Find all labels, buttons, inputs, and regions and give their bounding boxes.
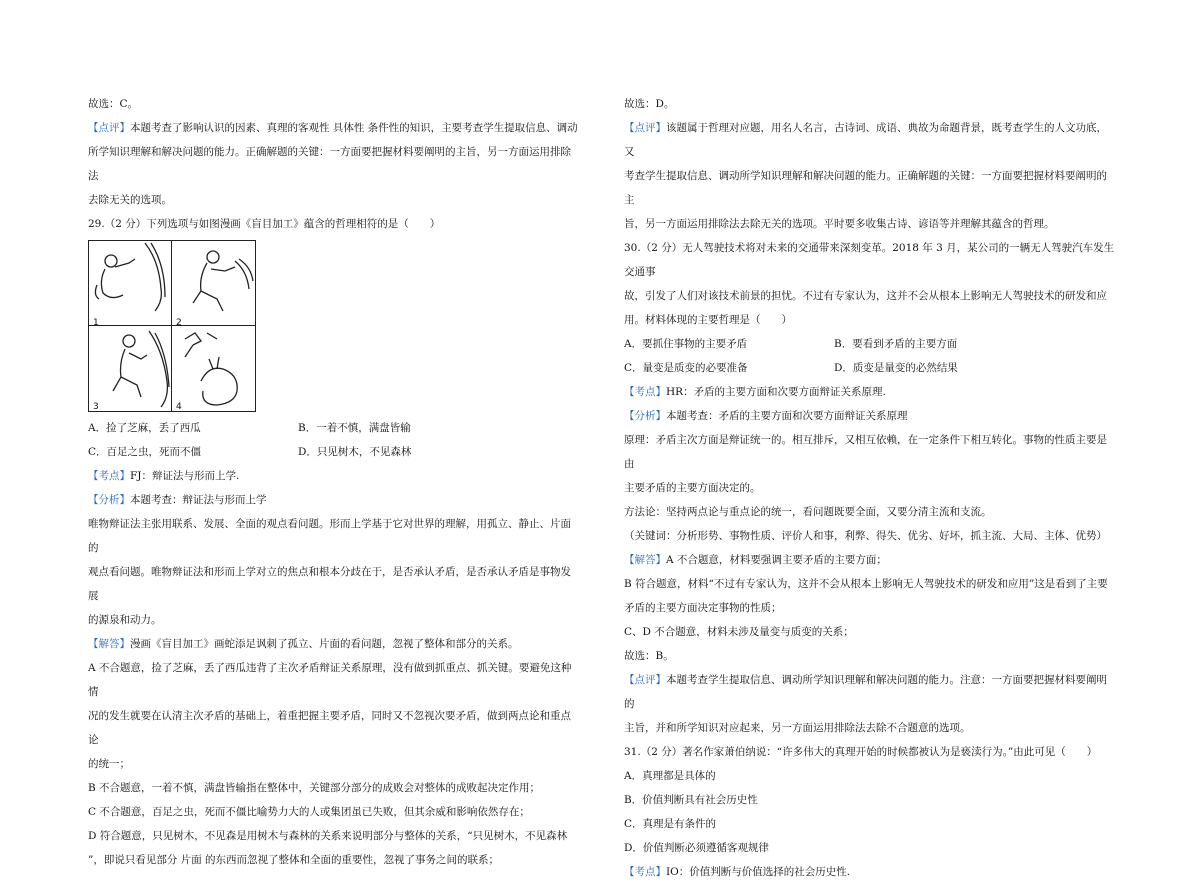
answer-line: 故选：D。 xyxy=(624,98,675,110)
text-line: C、D 不合题意，材料未涉及量变与质变的关系； xyxy=(624,626,854,638)
panel-number: 3 xyxy=(93,402,99,412)
fenxi-tag: 【分析】 xyxy=(624,410,666,422)
text-line: 主旨，并和所学知识对应起来，另一方面运用排除法去除不合题意的选项。 xyxy=(624,722,971,734)
panel-number: 2 xyxy=(176,318,182,328)
question-31-stem: 31.（2 分）著名作家萧伯纳说：“许多伟大的真理开始的时候都被认为是亵渎行为。”由此可见（ ） xyxy=(624,746,1098,758)
kaodian-tag: 【考点】 xyxy=(624,866,666,878)
text-line: 考查学生提取信息、调动所学知识理解和解决问题的能力。正确解题的关键：一方面要把握材料要阐明的主 xyxy=(624,170,1107,206)
kaodian-paragraph: 【考点】IO：价值判断与价值选择的社会历史性. xyxy=(624,866,851,878)
jieda-tag: 【解答】 xyxy=(88,638,130,650)
option-b: B．要看到矛盾的主要方面 xyxy=(834,338,958,350)
q29-options-row xyxy=(88,440,578,464)
comment-paragraph: 【点评】本题考查学生提取信息、调动所学知识理解和解决问题的能力。注意：一方面要把握材料要阐明的 xyxy=(624,674,1107,710)
comment-paragraph: 【点评】该题属于哲理对应题，用名人名言，古诗词、成语、典故为命题背景，既考查学生的人文功底，又 xyxy=(624,122,1107,158)
option-a: A．要抓住事物的主要矛盾 xyxy=(624,338,748,350)
text-line: 唯物辩证法主张用联系、发展、全面的观点看问题。形而上学基于它对世界的理解，用孤立、静止、片面的 xyxy=(88,518,571,554)
comment-tag: 【点评】 xyxy=(624,122,666,134)
fenxi-paragraph: 【分析】本题考查：辩证法与形而上学 xyxy=(88,494,267,506)
jieda-paragraph: 【解答】A 不合题意，材料要强调主要矛盾的主要方面； xyxy=(624,554,887,566)
text-line: B 符合题意，材料“不过有专家认为，这并不会从根本上影响无人驾驶技术的研发和应用”这是看到了主要 xyxy=(624,578,1108,590)
cartoon-figure xyxy=(88,240,256,412)
question-30-stem: 30.（2 分）无人驾驶技术将对未来的交通带来深刻变革。2018 年 3 月，某公司的一辆无人驾驶汽车发生交通事 xyxy=(624,242,1115,278)
jieda-tag: 【解答】 xyxy=(624,554,666,566)
option-a: A．真理都是具体的 xyxy=(624,770,716,782)
kaodian-tag: 【考点】 xyxy=(624,386,666,398)
text-line: 去除无关的选项。 xyxy=(88,194,172,206)
option-d: D．价值判断必须遵循客观规律 xyxy=(624,842,769,854)
option-c: C．真理是有条件的 xyxy=(624,818,717,830)
text-line: 原理：矛盾主次方面是辩证统一的。相互排斥，又相互依赖，在一定条件下相互转化。事物的性质主要是由 xyxy=(624,434,1107,470)
text-line: D 符合题意，只见树木，不见森是用树木与森林的关系来说明部分与整体的关系，“只见树木，不见森林 xyxy=(88,830,568,842)
text-line: A 不合题意，捡了芝麻，丢了西瓜违背了主次矛盾辩证关系原理，没有做到抓重点、抓关键。要避免这种情 xyxy=(88,662,572,698)
text-line: 故，引发了人们对该技术前景的担忧。不过有专家认为，这并不会从根本上影响无人驾驶技术的研发和应 xyxy=(624,290,1107,302)
kaodian-paragraph: 【考点】FJ：辩证法与形而上学. xyxy=(88,470,240,482)
kaodian-tag: 【考点】 xyxy=(88,470,130,482)
text-line: B 不合题意，一着不慎，满盘皆输指在整体中，关键部分部分的成败会对整体的成败起决定作用； xyxy=(88,782,541,794)
text-line: 的统一； xyxy=(88,758,130,770)
text-line: 用。材料体现的主要哲理是（ ） xyxy=(624,314,792,326)
option-c: C．百足之虫，死而不僵 xyxy=(88,446,202,458)
text-line: 况的发生就要在认清主次矛盾的基础上，着重把握主要矛盾，同时又不忽视次要矛盾，做到两点论和重点论 xyxy=(88,710,571,746)
text-line: 旨，另一方面运用排除法去除无关的选项。平时要多收集古诗、谚语等并理解其蕴含的哲理。 xyxy=(624,218,1055,230)
text-line: ”，即说只看见部分 片面 的东西而忽视了整体和全面的重要性，忽视了事务之间的联系； xyxy=(88,854,500,866)
q30-options-row xyxy=(624,332,1116,356)
text-line: 观点看问题。唯物辩证法和形而上学对立的焦点和根本分歧在于，是否承认矛盾，是否承认矛盾是事物发展 xyxy=(88,566,571,602)
answer-line: 故选：C。 xyxy=(88,98,139,110)
text-line: 主要矛盾的主要方面决定的。 xyxy=(624,482,761,494)
option-b: B．价值判断具有社会历史性 xyxy=(624,794,758,806)
kaodian-paragraph: 【考点】HR：矛盾的主要方面和次要方面辩证关系原理. xyxy=(624,386,886,398)
fenxi-paragraph: 【分析】本题考查：矛盾的主要方面和次要方面辩证关系原理 xyxy=(624,410,908,422)
question-29-stem: 29.（2 分）下列选项与如图漫画《盲目加工》蕴含的哲理相符的是（ ） xyxy=(88,218,441,230)
option-d: D．只见树木，不见森林 xyxy=(298,446,412,458)
text-line: （关键词：分析形势、事物性质、评价人和事，利弊、得失、优劣、好坏，抓主流、大局、主体、优势） xyxy=(624,530,1107,542)
left-column xyxy=(88,92,578,872)
comment-paragraph: 【点评】本题考查了影响认识的因素、真理的客观性 具体性 条件性的知识，主要考查学生提取信息、调动 xyxy=(88,122,578,134)
text-line: 方法论：坚持两点论与重点论的统一，看问题既要全面，又要分清主流和支流。 xyxy=(624,506,992,518)
option-a: A．捡了芝麻，丢了西瓜 xyxy=(88,422,201,434)
comment-tag: 【点评】 xyxy=(624,674,666,686)
panel-number: 4 xyxy=(176,402,182,412)
option-c: C．量变是质变的必要准备 xyxy=(624,362,748,374)
option-b: B．一着不慎，满盘皆输 xyxy=(298,422,411,434)
q30-options-row xyxy=(624,356,1116,380)
cartoon-drawing-icon xyxy=(89,241,255,411)
text-line: 矛盾的主要方面决定事物的性质； xyxy=(624,602,782,614)
q29-options-row xyxy=(88,416,578,440)
panel-number: 1 xyxy=(93,318,99,328)
text-line: 所学知识理解和解决问题的能力。正确解题的关键：一方面要把握材料要阐明的主旨，另一方面运用排除法 xyxy=(88,146,571,182)
option-d: D．质变是量变的必然结果 xyxy=(834,362,958,374)
text-line: C 不合题意，百足之虫，死而不僵比喻势力大的人或集团虽已失败，但其余威和影响依然存在； xyxy=(88,806,530,818)
comment-tag: 【点评】 xyxy=(88,122,130,134)
right-column xyxy=(624,92,1116,884)
text-line: 的源泉和动力。 xyxy=(88,614,162,626)
jieda-paragraph: 【解答】漫画《盲目加工》画蛇添足讽刺了孤立、片面的看问题，忽视了整体和部分的关系。 xyxy=(88,638,519,650)
fenxi-tag: 【分析】 xyxy=(88,494,130,506)
text-line: 故选：B。 xyxy=(624,650,674,662)
